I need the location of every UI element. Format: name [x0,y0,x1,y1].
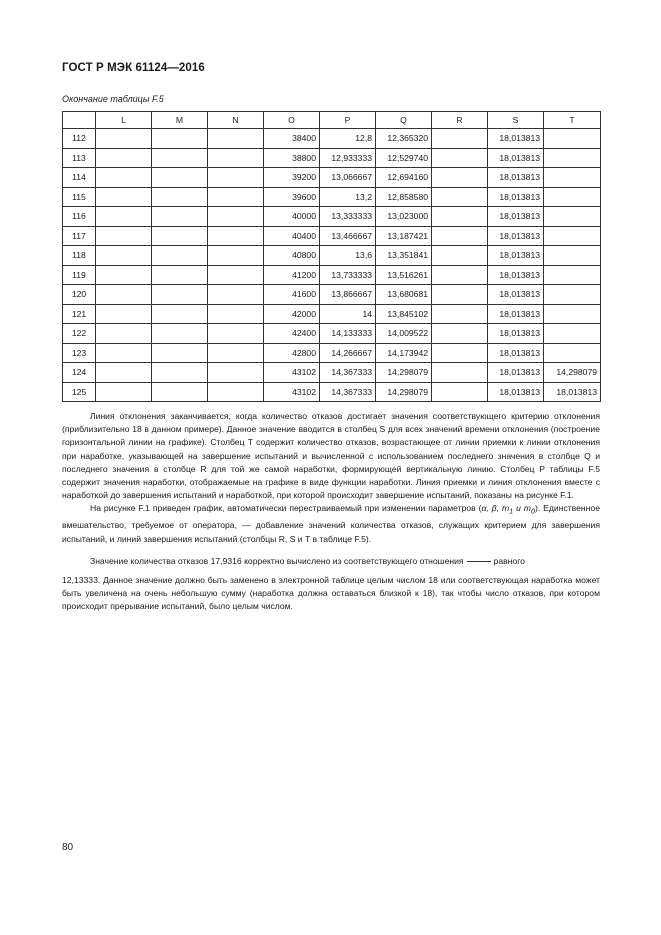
column-header-r: R [432,112,488,129]
table-cell [544,226,601,246]
table-cell [208,129,264,149]
table-cell [96,265,152,285]
table-cell: 122 [63,324,96,344]
table-row [63,324,601,344]
table-cell: 13,466667 [320,226,376,246]
table-cell [96,382,152,402]
table-cell [544,187,601,207]
table-cell: 18,013813 [488,382,544,402]
table-cell [152,168,208,188]
table-cell [152,343,208,363]
table-cell [152,304,208,324]
table-cell [432,285,488,305]
table-cell [432,324,488,344]
table-row [63,129,601,149]
table-cell [208,226,264,246]
table-cell: 18,013813 [544,382,601,402]
table-cell: 41600 [264,285,320,305]
ratio-text [62,555,600,568]
explanatory-text [62,410,600,546]
table-cell: 38800 [264,148,320,168]
table-row [63,304,601,324]
column-header-p: P [320,112,376,129]
table-cell: 12,694160 [376,168,432,188]
table-cell: 14,009522 [376,324,432,344]
table-cell: 125 [63,382,96,402]
table-cell: 14,173942 [376,343,432,363]
table-cell: 13,187421 [376,226,432,246]
table-cell [96,363,152,383]
table-cell [432,168,488,188]
column-header-s: S [488,112,544,129]
table-cell: 41200 [264,265,320,285]
table-cell: 14,133333 [320,324,376,344]
table-cell: 18,013813 [488,285,544,305]
table-cell: 112 [63,129,96,149]
table-cell [152,382,208,402]
table-cell: 43102 [264,382,320,402]
table-cell: 13,351841 [376,246,432,266]
table-cell: 114 [63,168,96,188]
table-cell [208,265,264,285]
table-cell: 13,2 [320,187,376,207]
table-row [63,343,601,363]
table-cell [96,304,152,324]
column-header-m: M [152,112,208,129]
table-cell [432,304,488,324]
table-cell: 14,367333 [320,363,376,383]
table-cell [432,343,488,363]
table-cell [152,363,208,383]
paragraph-4: 12,13333. Данное значение должно быть заменено в электронной таблице целым числом 18 или соответствующая наработка может быть увеличена на очень небольшую сумму (наработка должна оставаться близкой к 18), так чтобы число отказов, при котором происходит прерывание испытаний, было целым числом. [62,575,600,612]
table-cell: 119 [63,265,96,285]
table-cell: 12,529740 [376,148,432,168]
table-row [63,285,601,305]
table-cell: 14,367333 [320,382,376,402]
table-row [63,382,601,402]
table-cell: 118 [63,246,96,266]
table-cell [432,226,488,246]
table-row [63,363,601,383]
table-cell [544,129,601,149]
table-cell [432,363,488,383]
table-row [63,207,601,227]
column-header-row-number [63,112,96,129]
table-cell: 116 [63,207,96,227]
table-row [63,265,601,285]
table-cell: 18,013813 [488,226,544,246]
table-cell: 123 [63,343,96,363]
table-cell [544,285,601,305]
table-cell [96,207,152,227]
table-cell [544,168,601,188]
table-cell: 40000 [264,207,320,227]
column-header-t: T [544,112,601,129]
table-cell [96,285,152,305]
table-cell [152,148,208,168]
table-cell [152,285,208,305]
table-cell: 117 [63,226,96,246]
continuation-text [62,574,600,614]
table-cell: 42000 [264,304,320,324]
table-cell: 14,266667 [320,343,376,363]
table-cell [432,129,488,149]
table-cell [432,265,488,285]
table-cell [208,382,264,402]
document-header: ГОСТ Р МЭК 61124—2016 [62,62,205,74]
table-body [63,129,601,402]
table-cell: 18,013813 [488,363,544,383]
table-cell: 113 [63,148,96,168]
table-cell [152,207,208,227]
column-header-n: N [208,112,264,129]
column-header-o: O [264,112,320,129]
table-cell [208,207,264,227]
table-cell [432,382,488,402]
table-cell [208,246,264,266]
table-cell: 14,298079 [376,382,432,402]
table-cell [432,187,488,207]
table-row [63,187,601,207]
table-cell [544,246,601,266]
data-table [62,111,601,402]
table-cell [208,304,264,324]
table-cell: 121 [63,304,96,324]
paragraph-3: Значение количества отказов 17,9316 корректно вычислено из соответствующего отношения равного [90,556,525,566]
table-cell: 18,013813 [488,148,544,168]
table-row [63,246,601,266]
table-cell [96,187,152,207]
table-cell [544,207,601,227]
table-cell: 124 [63,363,96,383]
table-cell [544,324,601,344]
table-cell [96,226,152,246]
table-cell [96,324,152,344]
table-cell [152,246,208,266]
paragraph-1: Линия отклонения заканчивается, когда количество отказов достигает значения соответствующего критерию отклонения (приблизительно 18 в данном примере). Данное значение вводится в столбец S для всех значений времени отклонения (построение горизонтальной линии на графике). Столбец T содержит количество отказов, возрастающее от линии приемки к линии отклонения при наработке, указывающей на завершение испытаний и вычисленной с использованием последнего значения в столбце Q и последнего значения в столбце R для той же самой наработки, формирующей вертикальную линию. Столбец P таблицы F.5 содержит значения наработки, отображаемые на графике в виде функции наработки. Линия приемки и линия отклонения вместе с наработкой до завершения испытаний и наработкой, при которой происходит завершение испытаний, показаны на рисунке F.1. [62,411,600,501]
table-cell [96,148,152,168]
table-cell: 39200 [264,168,320,188]
table-cell: 13,6 [320,246,376,266]
table-cell: 18,013813 [488,343,544,363]
table-cell [544,265,601,285]
table-cell: 12,858580 [376,187,432,207]
table-cell: 18,013813 [488,304,544,324]
table-cell [208,324,264,344]
table-cell: 40800 [264,246,320,266]
column-header-l: L [96,112,152,129]
table-cell [432,207,488,227]
table-cell: 14,298079 [544,363,601,383]
table-cell: 18,013813 [488,265,544,285]
table-cell: 18,013813 [488,187,544,207]
table-cell [432,148,488,168]
table-cell [544,304,601,324]
table-cell: 12,933333 [320,148,376,168]
table-cell [208,363,264,383]
table-cell: 13,680681 [376,285,432,305]
table-cell: 18,013813 [488,324,544,344]
table-cell: 13,066667 [320,168,376,188]
table-header-row [63,112,601,129]
table-row [63,168,601,188]
table-cell [544,343,601,363]
table-cell: 39600 [264,187,320,207]
table-cell: 18,013813 [488,246,544,266]
paragraph-2: На рисунке F.1 приведен график, автоматически перестраиваемый при изменении параметров (α, β, $m_1$ и $m_0$). Единственное вмешательство, требуемое от оператора, — добавление значений количества отказов, служащих критерием для завершения испытаний, и линий завершения испытаний (столбцы R, S и T в таблице F.5). [62,503,600,544]
table-row [63,226,601,246]
table-cell [208,148,264,168]
table-cell: 13,845102 [376,304,432,324]
table-cell: 38400 [264,129,320,149]
table-cell: 13,333333 [320,207,376,227]
table-cell: 120 [63,285,96,305]
table-cell [152,226,208,246]
table-cell: 14 [320,304,376,324]
table-cell: 115 [63,187,96,207]
table-cell: 40400 [264,226,320,246]
table-cell: 13,023000 [376,207,432,227]
table-cell: 14,298079 [376,363,432,383]
table-cell [96,343,152,363]
table-cell [96,246,152,266]
table-cell [208,343,264,363]
table-cell: 42400 [264,324,320,344]
table-cell [152,265,208,285]
table-cell: 13,733333 [320,265,376,285]
table-cell: 18,013813 [488,207,544,227]
table-cell [96,129,152,149]
table-cell [208,168,264,188]
table-cell: 18,013813 [488,129,544,149]
table-cell [208,187,264,207]
table-cell: 13,516261 [376,265,432,285]
table-cell: 42800 [264,343,320,363]
table-cell [432,246,488,266]
table-cell: 43102 [264,363,320,383]
table-cell: 13,866667 [320,285,376,305]
column-header-q: Q [376,112,432,129]
table-cell: 18,013813 [488,168,544,188]
table-cell [152,129,208,149]
table-row [63,148,601,168]
table-cell: 12,365320 [376,129,432,149]
table-cell [152,324,208,344]
table-cell [544,148,601,168]
table-cell [152,187,208,207]
page-number: 80 [62,842,74,853]
table-cell: 12,8 [320,129,376,149]
fraction-bar [467,561,491,562]
table-caption: Окончание таблицы F.5 [62,94,164,104]
table-cell [208,285,264,305]
table-cell [96,168,152,188]
